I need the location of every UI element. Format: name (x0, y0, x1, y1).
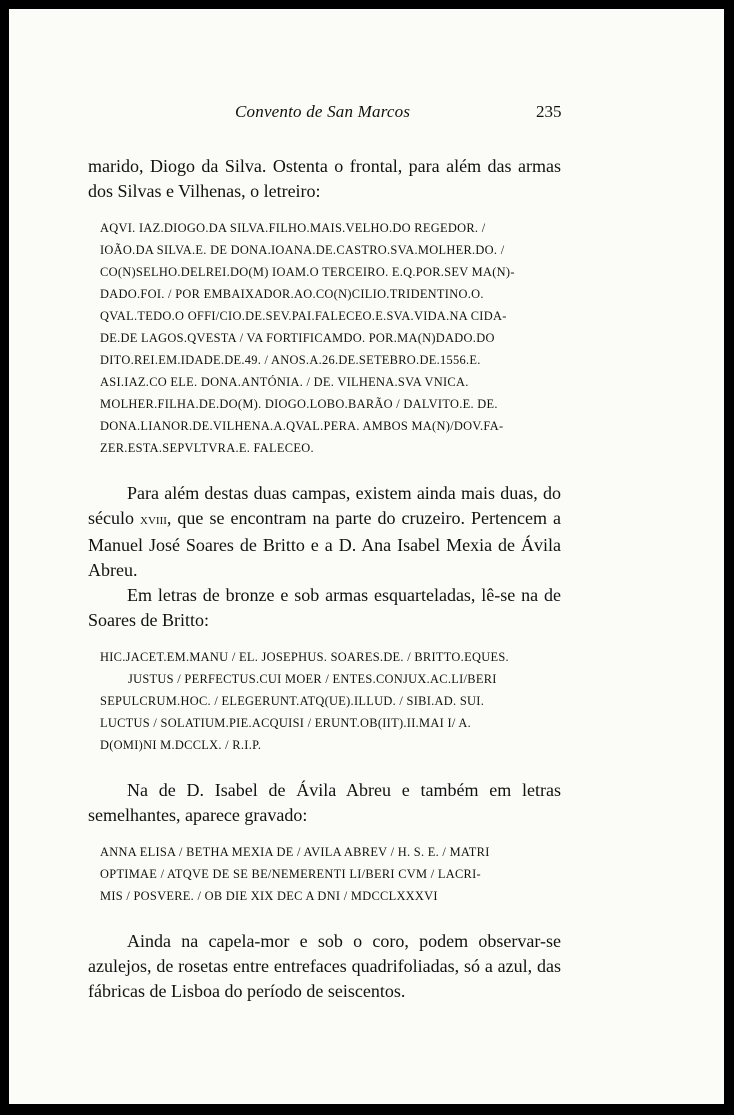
paragraph-1: marido, Diogo da Silva. Ostenta o frontal, para além das armas dos Silvas e Vilhenas, o letreiro: (88, 156, 561, 201)
inscription-line: LUCTUS / SOLATIUM.PIE.ACQUISI / ERUNT.OB(IIT).II.MAI I/ A. (100, 716, 471, 730)
inscription-soares-de-britto (88, 646, 561, 756)
paragraph-2-after: , que se encontram na parte do cruzeiro. Pertencem a Manuel José Soares de Britto e a D. Ana Isabel Mexia de Ávila Abreu. (88, 508, 561, 580)
inscription-line: DADO.FOI. / POR EMBAIXADOR.AO.CO(N)CILIO.TRIDENTINO.O. (100, 287, 484, 301)
inscription-isabel-de-avila (88, 841, 561, 907)
inscription-line: DE.DE LAGOS.QVESTA / VA FORTIFICAMDO. POR.MA(N)DADO.DO (100, 331, 495, 345)
century-small-caps: xviii (140, 512, 167, 528)
paragraph-2 (88, 481, 561, 583)
inscription-line: OPTIMAE / ATQVE DE SE BE/NEMERENTI LI/BERI CVM / LACRI- (100, 867, 481, 881)
inscription-line: AQVI. IAZ.DIOGO.DA SILVA.FILHO.MAIS.VELHO.DO REGEDOR. / (100, 221, 486, 235)
inscription-line: ANNA ELISA / BETHA MEXIA DE / AVILA ABREV / H. S. E. / MATRI (100, 845, 490, 859)
inscription-line: MIS / POSVERE. / OB DIE XIX DEC A DNI / MDCCLXXXVI (100, 889, 438, 903)
inscription-line: JUSTUS / PERFECTUS.CUI MOER / ENTES.CONJUX.AC.LI/BERI (128, 672, 497, 686)
inscription-line: SEPULCRUM.HOC. / ELEGERUNT.ATQ(UE).ILLUD. / SIBI.AD. SUI. (100, 694, 485, 708)
inscription-diogo-da-silva (88, 217, 561, 459)
inscription-line: HIC.JACET.EM.MANU / EL. JOSEPHUS. SOARES.DE. / BRITTO.EQUES. (100, 650, 509, 664)
paragraph-3: Em letras de bronze e sob armas esquarteladas, lê-se na de Soares de Britto: (88, 585, 561, 630)
paragraph-2-before: Para além destas duas campas, existem ainda mais duas, do século (88, 483, 561, 528)
inscription-line: CO(N)SELHO.DELREI.DO(M) IOAM.O TERCEIRO. E.Q.POR.SEV MA(N)- (100, 265, 515, 279)
inscription-line: QVAL.TEDO.O OFFI/CIO.DE.SEV.PAI.FALECEO.E.SVA.VIDA.NA CIDA- (100, 309, 507, 323)
inscription-line: D(OMI)NI M.DCCLX. / R.I.P. (100, 738, 262, 752)
inscription-line: IOÃO.DA SILVA.E. DE DONA.IOANA.DE.CASTRO.SVA.MOLHER.DO. / (100, 243, 505, 257)
inscription-line: ASI.IAZ.CO ELE. DONA.ANTÓNIA. / DE. VILHENA.SVA VNICA. (100, 375, 469, 389)
page-number: 235 (536, 102, 562, 121)
running-title: Convento de San Marcos (235, 102, 411, 121)
page-body (88, 154, 561, 1004)
inscription-line: MOLHER.FILHA.DE.DO(M). DIOGO.LOBO.BARÃO / DALVITO.E. DE. (100, 397, 498, 411)
book-page (9, 9, 724, 1104)
inscription-line: ZER.ESTA.SEPVLTVRA.E. FALECEO. (100, 441, 314, 455)
paragraph-4: Na de D. Isabel de Ávila Abreu e também em letras semelhantes, aparece gravado: (88, 780, 561, 825)
paragraph-5: Ainda na capela-mor e sob o coro, podem observar-se azulejos, de rosetas entre entrefaces quadrifoliadas, só a azul, das fábricas de Lisboa do período de seiscentos. (88, 931, 561, 1001)
inscription-line: DITO.REI.EM.IDADE.DE.49. / ANOS.A.26.DE.SETEBRO.DE.1556.E. (100, 353, 481, 367)
inscription-line: DONA.LIANOR.DE.VILHENA.A.QVAL.PERA. AMBOS MA(N)/DOV.FA- (100, 419, 504, 433)
